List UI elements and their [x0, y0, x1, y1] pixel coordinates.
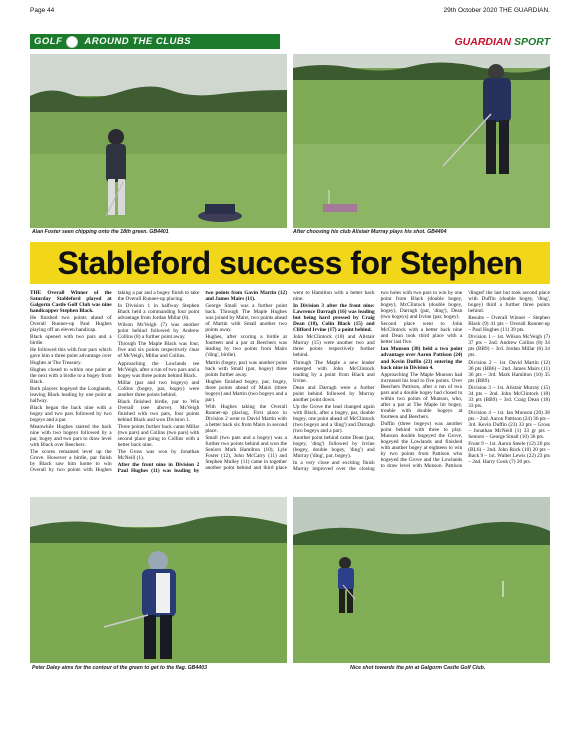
article-paragraph: After the front nine in Division 2 Paul Hughes (11) was leading by two points from Gavin Martin (12) and James Mairs (11).	[117, 290, 287, 475]
photo-alistair-murray	[293, 54, 550, 228]
article-paragraph: Hughes, after scoring a birdie at fourteen and a par at Beechers was leading by two points from Mairs ('ding', birdie).	[205, 334, 287, 359]
article-paragraph: Division 2 – 1st. David Martin (12) 36 pts (BB6) – 2nd. James Mairs (11) 36 pts – 3rd. Mark Hamilton (10) 35 pts (BB9).	[468, 359, 550, 384]
brand-name: GUARDIAN	[454, 36, 512, 48]
article-paragraph: In a very close and exciting finish Murray improved over the closing two holes with two pars to win by one point from Black (double bogey, bogey), McClintock (double bogey, bogey), Darragh (par, 'ding'), Dean (two bogeys) and Irvine (par, bogey).	[292, 290, 463, 473]
article-paragraph: THE Overall Winner of the Saturday Stableford played at Galgorm Castle Golf Club was nine handicapper Stephen Black.	[30, 290, 112, 315]
article-paragraph: Through The Maple a new leader emerged with John McClintock leading by a point from Black and Irvine.	[292, 359, 375, 384]
brand-logo	[455, 36, 551, 48]
article-paragraph: Up the Grove the lead changed again with Black, after a bogey, par, double bogey, one point ahead of McClintock (two bogeys and a 'ding') and Darragh (two bogeys and a par).	[292, 403, 375, 435]
article-paragraph: Black finished birdie, par to Win Overall (see above). McVeigh finished with two pars, four points behind Black and won Division 1.	[117, 398, 200, 423]
section-bar	[30, 34, 280, 49]
article-paragraph: Results – Overall Winner – Stephen Black (9) 41 pts – Overall Runner-up – Paul Hughes (11) 39 pts.	[468, 315, 550, 334]
article-paragraph: Hughes finished bogey, par, bogey, three points ahead of Mairs (three bogeys) and Martin (two bogeys and a par).	[205, 378, 287, 403]
photo-caption-1: Alan Foster seen chipping onto the 18th green. GB4401	[32, 229, 169, 235]
article-paragraph: John McClintock (18) and Alistair Murray (15) were another two and three points respectively further behind.	[292, 334, 375, 359]
issue-date: 29th October 2020 THE GUARDIAN.	[443, 7, 550, 14]
article-paragraph: The scores remained level up the Grove. However a birdie, par finish by Black saw him home to win Overall by two points with Hughes taking a par and a bogey finish to take the Overall Runner-up placing.	[30, 290, 200, 474]
article-paragraph: Division 1 – 1st. Wilson McVeigh (7) 37 pts – 2nd. Andrew Collins (8) 34 pts (BB9) – 3rd. Jordan Millar (6) 34 pts.	[468, 334, 550, 359]
article-paragraph: In Division 3 after the front nine: Lawrence Darragh (16) was leading but being hard pressed by Craig Dean (18), Colin Black (15) and Clifford Irvine (17) a point behind.	[292, 303, 375, 334]
headline-banner	[30, 242, 550, 284]
article-paragraph: In Division 1 in halfway Stephen Black held a commanding four point advantage from Jordan Millar (6).	[117, 303, 200, 322]
article-paragraph: Duffin (three bogeys) was another point behind with three to play. Munson double bogeyed the Grove, bogeyed the Lowlands and finished with another bogey at eighteen to win by two points from Pattison who bogeyed the Grove and the Lowlands to draw level with Munson. Pattison 'dinged' the last but took second place with Duffin (double bogey, 'ding', bogey) third a further three points behind.	[380, 290, 550, 470]
brand-sport: SPORT	[514, 36, 550, 48]
article-paragraph: Meanwhile Hughes started the back nine with two bogeys followed by a par, bogey and two pars to draw level with Black over Beechers.	[30, 423, 112, 449]
page-number: Page 44	[30, 7, 55, 14]
article-paragraph: Division 4 – 1st. Ian Munson (20) 38 pts – 2nd. Aaron Pattison (24) 36 pts – 3rd. Kevin Duffin (23) 33 pts – Gross – Jonathan McNeill (1) 33 gr pts – Seniors – George Small (10) 36 pts.	[468, 409, 550, 441]
article-paragraph: Small (two pars and a bogey) was a further two points behind and won the Seniors Mark Hamilton (10), Lyle Foster (12), John McCarry (11) and Stephen Mulley (11) came in together another point behind and third place went to Hamilton with a better back nine.	[205, 290, 375, 472]
photo-alan-foster	[30, 54, 287, 228]
article-paragraph: Hughes closed to within one point at the next with a birdie to a bogey from Black.	[30, 366, 112, 385]
article-paragraph: Ian Munson (38) held a two point advantage over Aaron Pattison (24) and Kevin Duffin (23) entering the back nine in Division 4.	[380, 346, 463, 371]
photo-pin-shot	[293, 497, 550, 663]
article-paragraph: Both players bogeyed the Longlands, leaving Black leading by one point at halfway.	[30, 385, 112, 404]
article-paragraph: He followed this with four pars which gave him a three point advantage over Hughes at The Treasury.	[30, 347, 112, 366]
article-paragraph: Millar (par and two bogeys) and Collins (bogey, par, bogey) were another three points behind.	[117, 379, 200, 398]
article-paragraph: Black opened with two pars and a birdie.	[30, 334, 112, 347]
article-paragraph: With Hughes taking the Overall Runner-up placing, First place in Division 2 went to David Martin with a better back six from Mairs in second place.	[205, 403, 287, 435]
article-paragraph: Wilson McVeigh (7) was another point behind followed by Andrew Collins (8) a further point away.	[117, 322, 200, 341]
photo-peter-daley	[30, 497, 287, 663]
golf-ball-icon	[66, 36, 78, 48]
article-paragraph: George Small was a further point back. Through The Maple Hughes was joined by Mairs, two points ahead of Martin with Small another two points away.	[205, 303, 287, 334]
article-paragraph: Front 9 – 1st. Aaron Steele (12) 20 pts (BL6) – 2nd. John Rock (10) 20 pts – Back 9 – 1st. Walter Lewis (22) 23 pts – 2nd. Harry Cook (7) 20 pts.	[468, 441, 550, 466]
photo-caption-2: After choosing his club Alistair Murray plays his shot. GB4404	[293, 229, 447, 235]
article-paragraph: Martin (bogey, par) was another point back with Small (par, bogey) three points further away.	[205, 359, 287, 378]
article-paragraph: Three points further back came Millar (two pars) and Collins (two pars) with second place going to Collins with a better back nine.	[117, 423, 200, 449]
headline: Stableford success for Stephen	[57, 244, 523, 281]
article-paragraph: Approaching the Lowlands tee McVeigh, after a run of two pars and a bogey was three points behind Black.	[117, 360, 200, 379]
article-paragraph: Second place went to John McClintock with a better back nine and Dean took third place with a better last five.	[380, 321, 463, 346]
photo-caption-4: Nice shot towards the pin at Galgorm Castle Golf Club.	[350, 665, 486, 671]
sub-section-label: AROUND THE CLUBS	[84, 36, 192, 47]
article-paragraph: Black began the back nine with a bogey and two pars followed by two bogeys and a par.	[30, 404, 112, 423]
article-paragraph: Another point behind came Dean (par, bogey, 'ding') followed by Irvine (bogey, double bogey, 'ding') and Murray ('ding', par, bogey).	[292, 435, 375, 460]
article-paragraph: The Gross was won by Jonathan McNeill (1).	[117, 449, 200, 462]
article-paragraph: Dean and Darragh were a further point behind followed by Murray another point down.	[292, 384, 375, 403]
photo-caption-3: Peter Daley aims for the contour of the green to get to the flag. GB4403	[32, 665, 207, 671]
article-paragraph: Division 3 – 1st. Alistair Murray (15) 34 pts – 2nd. John McClintock (18) 33 pts (BB9) – 3rd. Craig Dean (18) 33 pts.	[468, 384, 550, 409]
page-header-line	[30, 7, 550, 17]
article-paragraph: Through The Maple Black was four, five and six points respectively clear of McVeigh, Millar and Collins.	[117, 341, 200, 360]
article-body	[30, 290, 550, 486]
article-paragraph: Approaching The Maple Munson had increased his lead to five points. Over Beechers Pattison, after a run of two pars and a double bogey had closed to within two points of Munson, who, after a par at The Maple hit bogey, trouble with double bogeys at fourteen and Beechers.	[380, 371, 463, 420]
section-label: GOLF	[34, 36, 63, 47]
article-paragraph: He finished two points ahead of Overall Runner-up Paul Hughes playing off an eleven handicap.	[30, 315, 112, 334]
